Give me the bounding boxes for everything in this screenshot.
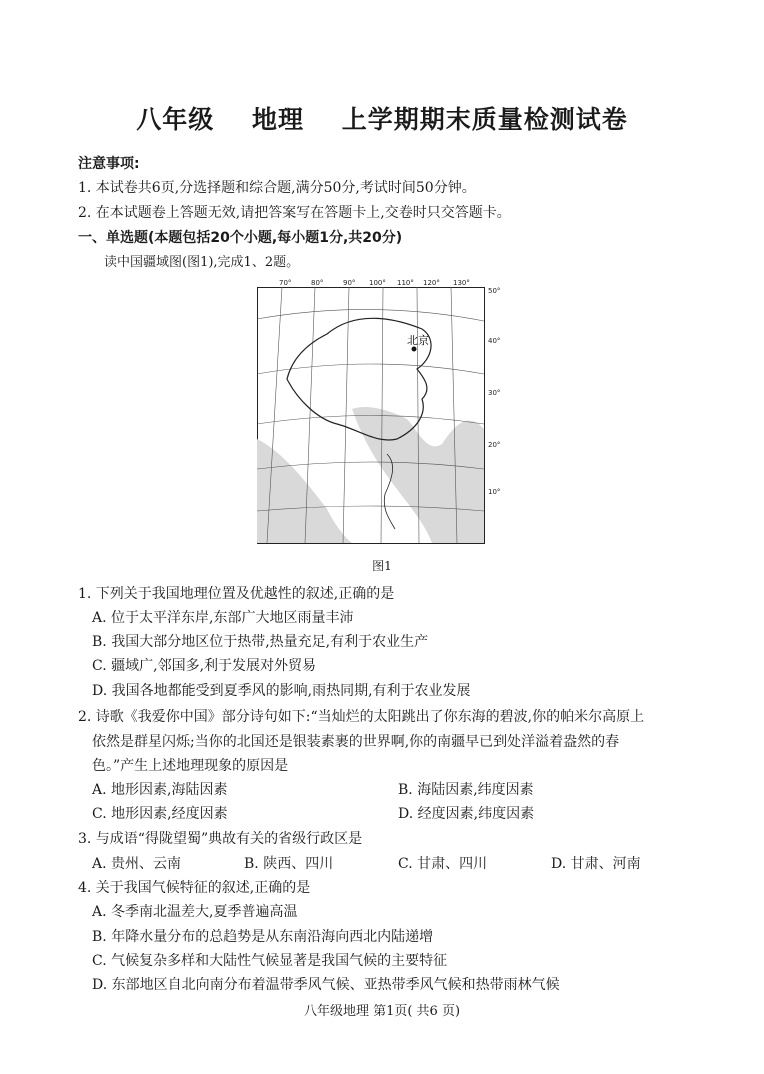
q1-stem: 1. 下列关于我国地理位置及优越性的叙述,正确的是 bbox=[78, 586, 395, 602]
q2-stem-line3: 色。”产生上述地理现象的原因是 bbox=[92, 758, 289, 774]
q3-option-d: D. 甘肃、河南 bbox=[551, 856, 641, 872]
lon-label: 100° bbox=[369, 279, 386, 287]
city-label: 北京 bbox=[407, 334, 429, 347]
q3-option-b: B. 陕西、四川 bbox=[244, 856, 334, 872]
q4-stem: 4. 关于我国气候特征的叙述,正确的是 bbox=[78, 880, 311, 896]
section-heading: 一、单选题(本题包括20个小题,每小题1分,共20分) bbox=[78, 230, 403, 246]
q4-option-a: A. 冬季南北温差大,夏季普遍高温 bbox=[92, 904, 298, 920]
lat-label: 30° bbox=[488, 389, 501, 397]
q3-option-a: A. 贵州、云南 bbox=[92, 856, 182, 872]
lat-label: 20° bbox=[488, 441, 501, 449]
page-footer: 八年级地理 第1页( 共6 页) bbox=[303, 1004, 461, 1019]
beijing-marker bbox=[412, 347, 417, 352]
q2-option-b: B. 海陆因素,纬度因素 bbox=[398, 782, 534, 798]
q1-option-b: B. 我国大部分地区位于热带,热量充足,有利于农业生产 bbox=[92, 634, 429, 650]
q3-stem: 3. 与成语“得陇望蜀”典故有关的省级行政区是 bbox=[78, 831, 363, 847]
lat-label: 10° bbox=[488, 488, 501, 496]
notes-heading: 注意事项: bbox=[78, 156, 140, 172]
china-territory-map bbox=[257, 279, 507, 553]
q1-option-c: C. 疆域广,邻国多,利于发展对外贸易 bbox=[92, 658, 317, 674]
map-intro: 读中国疆域图(图1),完成1、2题。 bbox=[104, 255, 300, 270]
map-caption: 图1 bbox=[372, 559, 392, 573]
q2-stem-line2: 依然是群星闪烁;当你的北国还是银装素裹的世界啊,你的南疆早已到处洋溢着盎然的春 bbox=[92, 734, 620, 750]
q4-option-d: D. 东部地区自北向南分布着温带季风气候、亚热带季风气候和热带雨林气候 bbox=[92, 977, 560, 993]
lat-label: 40° bbox=[488, 337, 501, 345]
title-grade: 八年级 bbox=[136, 105, 215, 134]
q2-option-c: C. 地形因素,经度因素 bbox=[92, 806, 228, 822]
lon-label: 90° bbox=[343, 279, 356, 287]
lon-label: 130° bbox=[453, 279, 470, 287]
note-item-1: 1. 本试卷共6页,分选择题和综合题,满分50分,考试时间50分钟。 bbox=[78, 180, 476, 196]
q3-option-c: C. 甘肃、四川 bbox=[398, 856, 488, 872]
lon-label: 110° bbox=[397, 279, 414, 287]
q1-option-a: A. 位于太平洋东岸,东部广大地区雨量丰沛 bbox=[92, 610, 354, 626]
q4-option-c: C. 气候复杂多样和大陆性气候显著是我国气候的主要特征 bbox=[92, 953, 448, 969]
lat-label: 50° bbox=[488, 287, 501, 295]
lon-label: 120° bbox=[423, 279, 440, 287]
title-exam: 上学期期末质量检测试卷 bbox=[341, 105, 628, 134]
note-item-2: 2. 在本试题卷上答题无效,请把答案写在答题卡上,交卷时只交答题卡。 bbox=[78, 205, 511, 221]
q2-option-a: A. 地形因素,海陆因素 bbox=[92, 782, 228, 798]
q2-option-d: D. 经度因素,纬度因素 bbox=[398, 806, 535, 822]
lon-label: 80° bbox=[311, 279, 324, 287]
lon-label: 70° bbox=[279, 279, 292, 287]
title-subject: 地理 bbox=[251, 105, 304, 134]
q4-option-b: B. 年降水量分布的总趋势是从东南沿海向西北内陆递增 bbox=[92, 929, 434, 945]
q2-stem-line1: 2. 诗歌《我爱你中国》部分诗句如下:“当灿烂的太阳跳出了你东海的碧波,你的帕米尔高原上 bbox=[78, 709, 645, 725]
exam-title bbox=[0, 100, 764, 136]
q1-option-d: D. 我国各地都能受到夏季风的影响,雨热同期,有利于农业发展 bbox=[92, 683, 471, 699]
